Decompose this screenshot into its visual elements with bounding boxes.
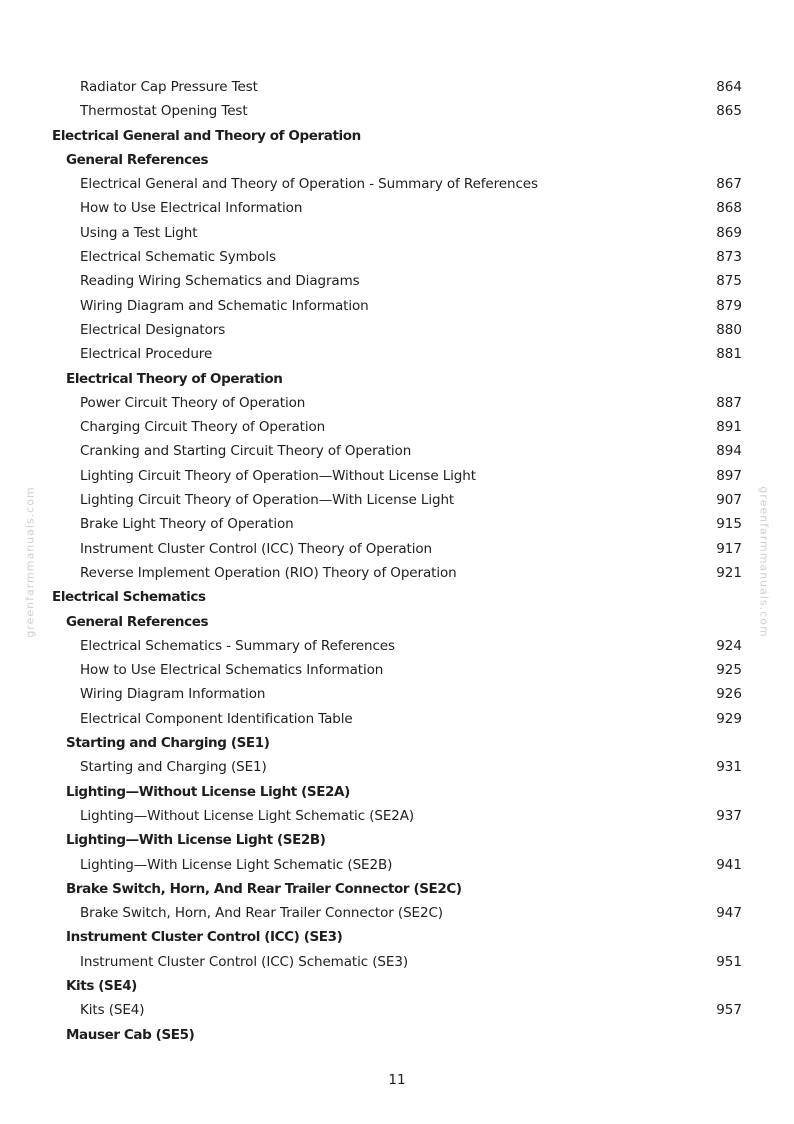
toc-entry-title: How to Use Electrical Information (80, 200, 303, 217)
toc-subsection (0, 780, 794, 804)
toc-entry-title: Brake Light Theory of Operation (80, 516, 294, 533)
toc-entry-title: Radiator Cap Pressure Test (80, 79, 258, 95)
toc-entry-page: 951 (716, 953, 742, 970)
toc-entry-page: 925 (716, 662, 742, 679)
toc-entry-title: Instrument Cluster Control (ICC) Theory of Operation (80, 540, 433, 557)
toc-entry-page: 894 (716, 443, 742, 460)
toc-entry-title: Wiring Diagram and Schematic Information (80, 297, 369, 314)
toc-entry-page: 865 (716, 103, 742, 120)
toc-entry-title: Lighting—Without License Light Schematic (SE2A) (80, 807, 415, 824)
toc-entry[interactable] (0, 464, 794, 488)
toc-entry-title: Lighting—With License Light (SE2B) (66, 832, 326, 849)
toc-entry-title: General References (66, 613, 209, 630)
toc-entry-title: Reverse Implement Operation (RIO) Theory of Operation (80, 564, 457, 581)
toc-entry-title: Electrical Component Identification Table (80, 710, 353, 727)
toc-entry-page: 957 (716, 1002, 742, 1019)
toc-entry[interactable] (0, 488, 794, 512)
toc-entry-title: Starting and Charging (SE1) (80, 759, 267, 776)
toc-entry-title: Reading Wiring Schematics and Diagrams (80, 273, 360, 290)
toc-section (0, 124, 794, 148)
toc-entry-page: 921 (716, 564, 742, 581)
toc-entry[interactable] (0, 658, 794, 682)
toc-entry-page: 917 (716, 540, 742, 557)
toc-entry[interactable] (0, 950, 794, 974)
toc-entry-title: Electrical Schematic Symbols (80, 249, 276, 266)
toc-entry[interactable] (0, 804, 794, 828)
table-of-contents (0, 75, 794, 1047)
toc-entry[interactable] (0, 196, 794, 220)
toc-entry-title: Using a Test Light (80, 224, 198, 241)
toc-entry-title: Power Circuit Theory of Operation (80, 394, 306, 411)
toc-entry-title: Electrical Schematics (52, 589, 206, 606)
toc-entry-page: 929 (716, 710, 742, 727)
toc-entry-page: 868 (716, 200, 742, 217)
toc-entry-title: Brake Switch, Horn, And Rear Trailer Connector (SE2C) (66, 880, 462, 897)
toc-entry-page: 887 (716, 394, 742, 411)
toc-entry-title: Electrical General and Theory of Operation - Summary of References (80, 176, 538, 193)
toc-entry[interactable] (0, 391, 794, 415)
toc-entry-title: Cranking and Starting Circuit Theory of Operation (80, 443, 412, 460)
toc-subsection (0, 925, 794, 949)
toc-entry-title: Kits (SE4) (66, 977, 137, 994)
toc-entry-page: 881 (716, 346, 742, 363)
toc-entry-page: 915 (716, 516, 742, 533)
toc-entry-title: Mauser Cab (SE5) (66, 1026, 195, 1043)
toc-entry-page: 937 (716, 807, 742, 824)
toc-entry-title: Lighting—With License Light Schematic (SE2B) (80, 856, 393, 873)
toc-subsection (0, 731, 794, 755)
toc-entry-page: 880 (716, 321, 742, 338)
toc-entry-page: 875 (716, 273, 742, 290)
toc-subsection (0, 148, 794, 172)
toc-entry-page: 924 (716, 637, 742, 654)
toc-entry-title: Electrical Theory of Operation (66, 370, 283, 387)
toc-entry-title: Electrical General and Theory of Operation (52, 127, 361, 144)
toc-entry-title: Instrument Cluster Control (ICC) Schematic (SE3) (80, 953, 408, 970)
watermark-left: greenfarmmanuals.com (23, 486, 37, 638)
toc-entry[interactable] (0, 755, 794, 779)
toc-entry[interactable] (0, 901, 794, 925)
toc-section (0, 585, 794, 609)
toc-entry[interactable] (0, 342, 794, 366)
toc-entry-page: 941 (716, 856, 742, 873)
toc-entry[interactable] (0, 998, 794, 1022)
toc-entry-title: How to Use Electrical Schematics Information (80, 662, 384, 679)
toc-entry[interactable] (0, 172, 794, 196)
toc-entry[interactable] (0, 318, 794, 342)
toc-entry-title: Wiring Diagram Information (80, 686, 266, 703)
toc-entry-page: 926 (716, 686, 742, 703)
watermark-right: greenfarmmanuals.com (757, 486, 771, 638)
toc-entry-title: Electrical Procedure (80, 346, 213, 363)
toc-entry[interactable] (0, 294, 794, 318)
toc-subsection (0, 1023, 794, 1047)
toc-entry-title: General References (66, 151, 209, 168)
toc-entry[interactable] (0, 269, 794, 293)
toc-entry[interactable] (0, 512, 794, 536)
toc-entry[interactable] (0, 415, 794, 439)
toc-entry-title: Electrical Designators (80, 321, 226, 338)
toc-entry[interactable] (0, 99, 794, 123)
toc-entry-title: Lighting Circuit Theory of Operation—With License Light (80, 492, 455, 509)
toc-subsection (0, 367, 794, 391)
toc-entry[interactable] (0, 561, 794, 585)
toc-entry-page: 867 (716, 176, 742, 193)
toc-entry-title: Kits (SE4) (80, 1002, 145, 1019)
toc-entry-title: Thermostat Opening Test (80, 103, 248, 120)
toc-entry[interactable] (0, 634, 794, 658)
toc-entry-page: 891 (716, 419, 742, 436)
toc-entry-page: 879 (716, 297, 742, 314)
toc-entry-title: Starting and Charging (SE1) (66, 735, 270, 752)
toc-entry-page: 947 (716, 905, 742, 922)
toc-entry-title: Lighting Circuit Theory of Operation—Without License Light (80, 467, 476, 484)
toc-entry[interactable] (0, 853, 794, 877)
toc-entry-page: 873 (716, 249, 742, 266)
toc-entry-title: Electrical Schematics - Summary of References (80, 637, 395, 654)
toc-entry-title: Brake Switch, Horn, And Rear Trailer Connector (SE2C) (80, 905, 443, 922)
toc-entry[interactable] (0, 537, 794, 561)
toc-entry-page: 907 (716, 492, 742, 509)
toc-subsection (0, 974, 794, 998)
toc-entry[interactable] (0, 682, 794, 706)
toc-entry[interactable] (0, 245, 794, 269)
toc-entry[interactable] (0, 707, 794, 731)
toc-entry-title: Charging Circuit Theory of Operation (80, 419, 326, 436)
toc-entry[interactable] (0, 75, 794, 99)
toc-subsection (0, 828, 794, 852)
toc-subsection (0, 877, 794, 901)
page-number: 11 (388, 1072, 406, 1088)
toc-entry-page: 869 (716, 224, 742, 241)
toc-entry-page: 897 (716, 467, 742, 484)
toc-entry-title: Lighting—Without License Light (SE2A) (66, 783, 350, 800)
toc-entry-page: 864 (716, 79, 742, 95)
toc-entry-page: 931 (716, 759, 742, 776)
toc-subsection (0, 610, 794, 634)
toc-entry[interactable] (0, 221, 794, 245)
toc-entry-title: Instrument Cluster Control (ICC) (SE3) (66, 929, 343, 946)
toc-entry[interactable] (0, 439, 794, 463)
